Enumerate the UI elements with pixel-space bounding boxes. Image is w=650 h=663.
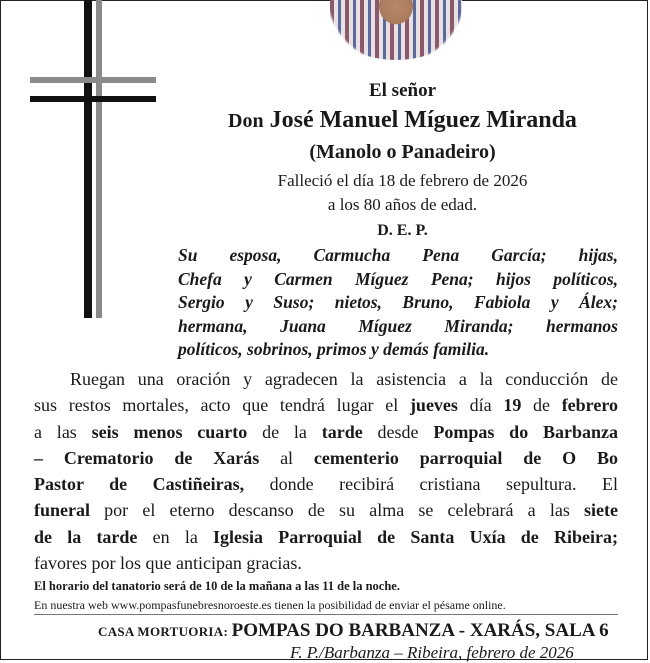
funeral-home-value: POMPAS DO BARBANZA - XARÁS, SALA 6 — [231, 620, 609, 641]
footer-signature: F. P./Barbanza – Ribeira, febrero de 2026 — [290, 643, 574, 662]
ceremony-text — [34, 366, 618, 576]
family-line: Sergio y Suso; nietos, Bruno, Fabiola y Álex; — [178, 292, 618, 312]
title: El señor — [368, 80, 437, 101]
family-list — [178, 244, 618, 362]
body-line: – Crematorio de Xarás al cementerio parroquial de O Bo — [34, 447, 618, 468]
dep-label: D. E. P. — [377, 222, 428, 239]
body-line: Pastor de Castiñeiras, donde recibirá cristiana sepultura. El — [34, 474, 618, 495]
nickname: (Manolo o Panadeiro) — [309, 141, 496, 163]
death-date: Falleció el día 18 de febrero de 2026 — [277, 171, 528, 190]
full-name: José Manuel Míguez Miranda — [269, 107, 577, 133]
honorific: Don — [228, 110, 264, 132]
divider — [34, 614, 618, 615]
age: a los 80 años de edad. — [327, 195, 478, 214]
deceased-name — [175, 107, 630, 134]
body-line: sus restos mortales, acto que tendrá lugar el jueves día 19 de febrero — [34, 395, 618, 416]
funeral-home-label: CASA MORTUORIA: — [98, 624, 232, 639]
family-line: Su esposa, Carmucha Pena García; hijas, — [178, 245, 618, 265]
wake-hours-note: El horario del tanatorio será de 10 de la mañana a las 11 de la noche. — [34, 579, 400, 593]
body-line: a las seis menos cuarto de la tarde desde Pompas do Barbanza — [34, 421, 619, 442]
body-line: favores por los que anticipan gracias. — [34, 553, 302, 574]
body-line: Ruegan una oración y agradecen la asistencia a la conducción de — [70, 369, 618, 389]
body-line: de la tarde en la Iglesia Parroquial de Santa Uxía de Ribeira; — [34, 526, 618, 547]
family-line: políticos, sobrinos, primos y demás familia. — [178, 339, 490, 359]
web-note: En nuestra web www.pompasfunebresnoroeste.es tienen la posibilidad de enviar el pésame online. — [34, 598, 506, 612]
funeral-home — [98, 620, 609, 642]
family-line: Chefa y Carmen Míguez Pena; hijos políticos, — [178, 268, 618, 289]
website-link[interactable]: www.pompasfunebresnoroeste.es — [110, 598, 272, 612]
family-line: hermana, Juana Míguez Miranda; hermanos — [178, 315, 618, 336]
body-line: funeral por el eterno descanso de su alma se celebrará a las siete — [34, 500, 618, 521]
